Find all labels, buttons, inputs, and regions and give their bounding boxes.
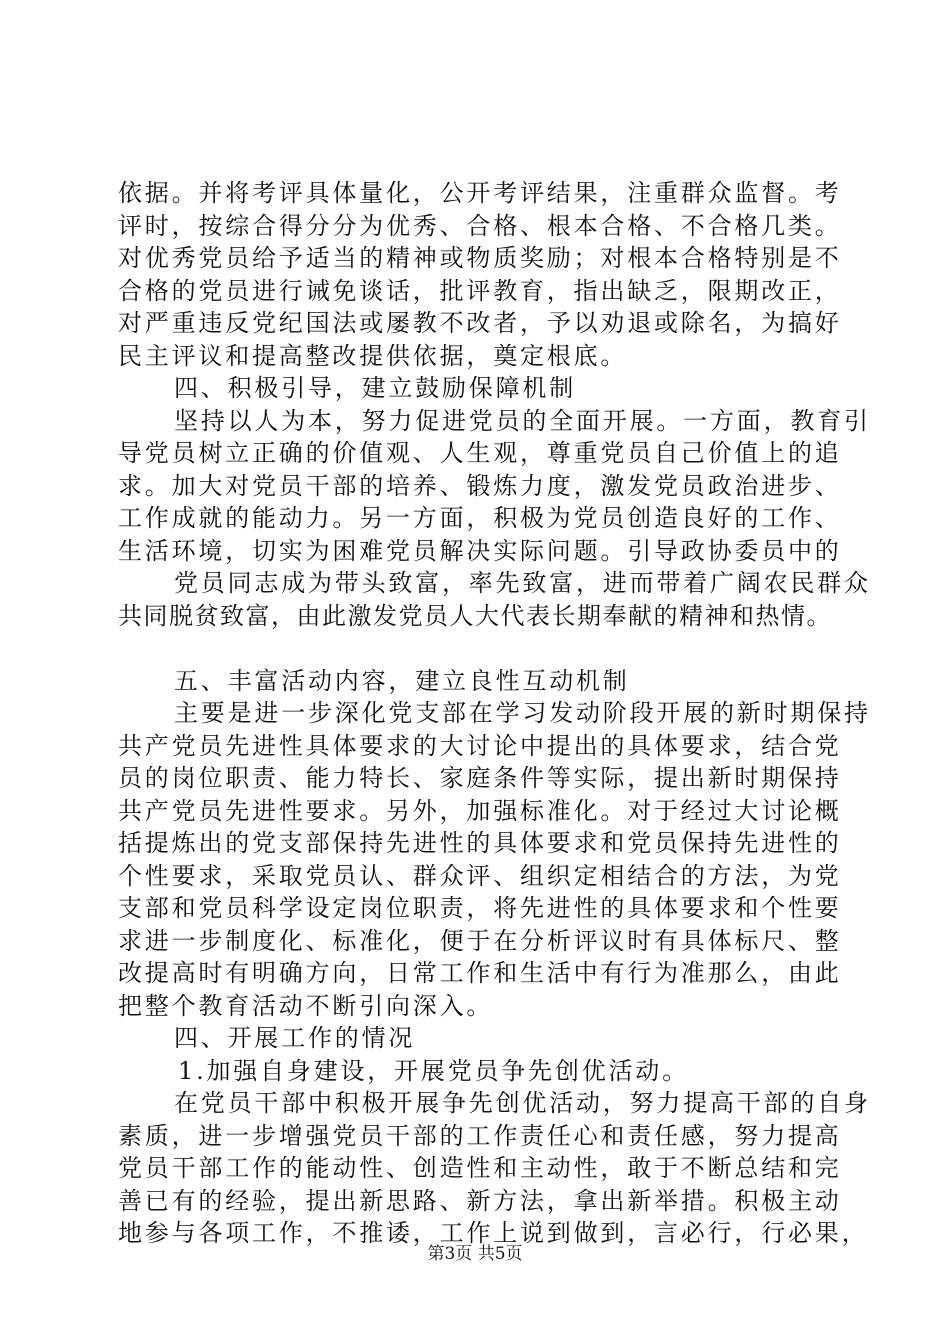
text-line: 生活环境，切实为困难党员解决实际问题。引导政协委员中的 [118,536,842,565]
text-line: 民主评议和提高整改提供依据，奠定根底。 [118,341,628,370]
subsection-heading: 1.加强自身建设，开展党员争先创优活动。 [178,1056,689,1085]
section-heading: 四、开展工作的情况 [174,1024,416,1052]
section-heading: 五、丰富活动内容，建立良性互动机制 [174,666,630,695]
text-line: 求进一步制度化、标准化，便于在分析评议时有具体标尺、整 [118,926,842,955]
section-heading: 四、积极引导，建立鼓励保障机制 [174,374,576,402]
text-line: 共产党员先进性要求。另外，加强标准化。对于经过大讨论概 [118,796,842,825]
text-line: 对严重违反党纪国法或屡教不改者，予以劝退或除名，为搞好 [118,309,842,337]
text-line: 把整个教育活动不断引向深入。 [118,991,494,1020]
text-line: 依据。并将考评具体量化，公开考评结果，注重群众监督。考 [118,179,842,207]
text-line: 导党员树立正确的价值观、人生观，尊重党员自己价值上的追 [118,439,842,467]
text-line: 求。加大对党员干部的培养、锻炼力度，激发党员政治进步、 [118,471,842,500]
text-line: 共产党员先进性具体要求的大讨论中提出的具体要求，结合党 [118,731,842,760]
text-line: 括提炼出的党支部保持先进性的具体要求和党员保持先进性的 [118,829,842,857]
blank-line [118,632,858,665]
text-line: 评时，按综合得分分为优秀、合格、根本合格、不合格几类。 [118,211,842,240]
text-line: 改提高时有明确方向，日常工作和生活中有行为准那么，由此 [118,959,842,987]
text-line: 工作成就的能动力。另一方面，积极为党员创造良好的工作、 [118,504,842,532]
text-line: 坚持以人为本，努力促进党员的全面开展。一方面，教育引 [174,406,871,435]
text-line: 员的岗位职责、能力特长、家庭条件等实际，提出新时期保持 [118,764,842,792]
text-line: 合格的党员进行诫免谈话，批评教育，指出缺乏，限期改正， [118,276,842,305]
text-line: 支部和党员科学设定岗位职责，将先进性的具体要求和个性要 [118,894,842,922]
text-line: 素质，进一步增强党员干部的工作责任心和责任感，努力提高 [118,1121,842,1150]
text-line: 个性要求，采取党员认、群众评、组织定相结合的方法，为党 [118,861,842,890]
text-line: 地参与各项工作，不推诿，工作上说到做到，言必行，行必果， [118,1219,869,1247]
text-line: 主要是进一步深化党支部在学习发动阶段开展的新时期保持 [174,699,871,727]
document-body [118,177,871,1250]
text-line: 善已有的经验，提出新思路、新方法，拿出新举措。积极主动 [118,1186,842,1215]
text-line: 共同脱贫致富，由此激发党员人大代表长期奉献的精神和热情。 [118,601,832,630]
page-footer: 第3页 共5页 [427,1244,523,1264]
text-line: 在党员干部中积极开展争先创优活动，努力提高干部的自身 [174,1089,871,1117]
text-line: 党员干部工作的能动性、创造性和主动性，敢于不断总结和完 [118,1154,842,1182]
text-line: 对优秀党员给予适当的精神或物质奖励；对根本合格特别是不 [118,244,842,272]
text-line: 党员同志成为带头致富，率先致富，进而带着广阔农民群众 [174,569,871,597]
